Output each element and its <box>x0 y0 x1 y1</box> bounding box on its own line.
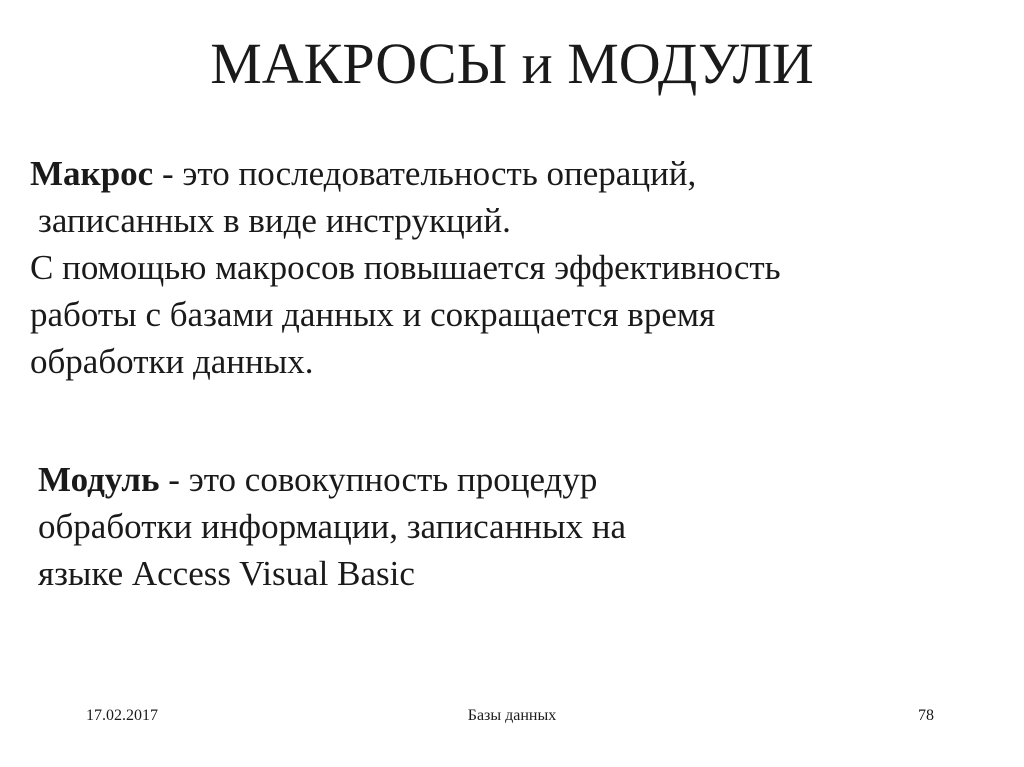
macro-term: Макрос <box>30 154 154 193</box>
footer-title: Базы данных <box>467 707 557 724</box>
footer-date: 17.02.2017 <box>86 707 158 724</box>
macro-line-1-text: - это последовательность операций, <box>153 154 697 193</box>
module-line-1-text: - это совокупность процедур <box>159 460 598 499</box>
module-line-1 <box>38 456 998 503</box>
macro-line-5: обработки данных. <box>30 342 314 381</box>
macro-definition <box>30 150 990 385</box>
macro-line-1 <box>30 150 990 197</box>
macro-line-2: записанных в виде инструкций. <box>38 201 511 240</box>
module-line-3: языке Access Visual Basic <box>38 554 415 593</box>
macro-line-3: С помощью макросов повышается эффективность <box>30 248 781 287</box>
module-definition <box>38 456 998 597</box>
slide-title: МАКРОСЫ и МОДУЛИ <box>210 31 814 96</box>
macro-line-4: работы с базами данных и сокращается время <box>30 295 716 334</box>
footer-page-number: 78 <box>918 707 934 724</box>
module-line-2: обработки информации, записанных на <box>38 507 627 546</box>
module-term: Модуль <box>38 460 160 499</box>
